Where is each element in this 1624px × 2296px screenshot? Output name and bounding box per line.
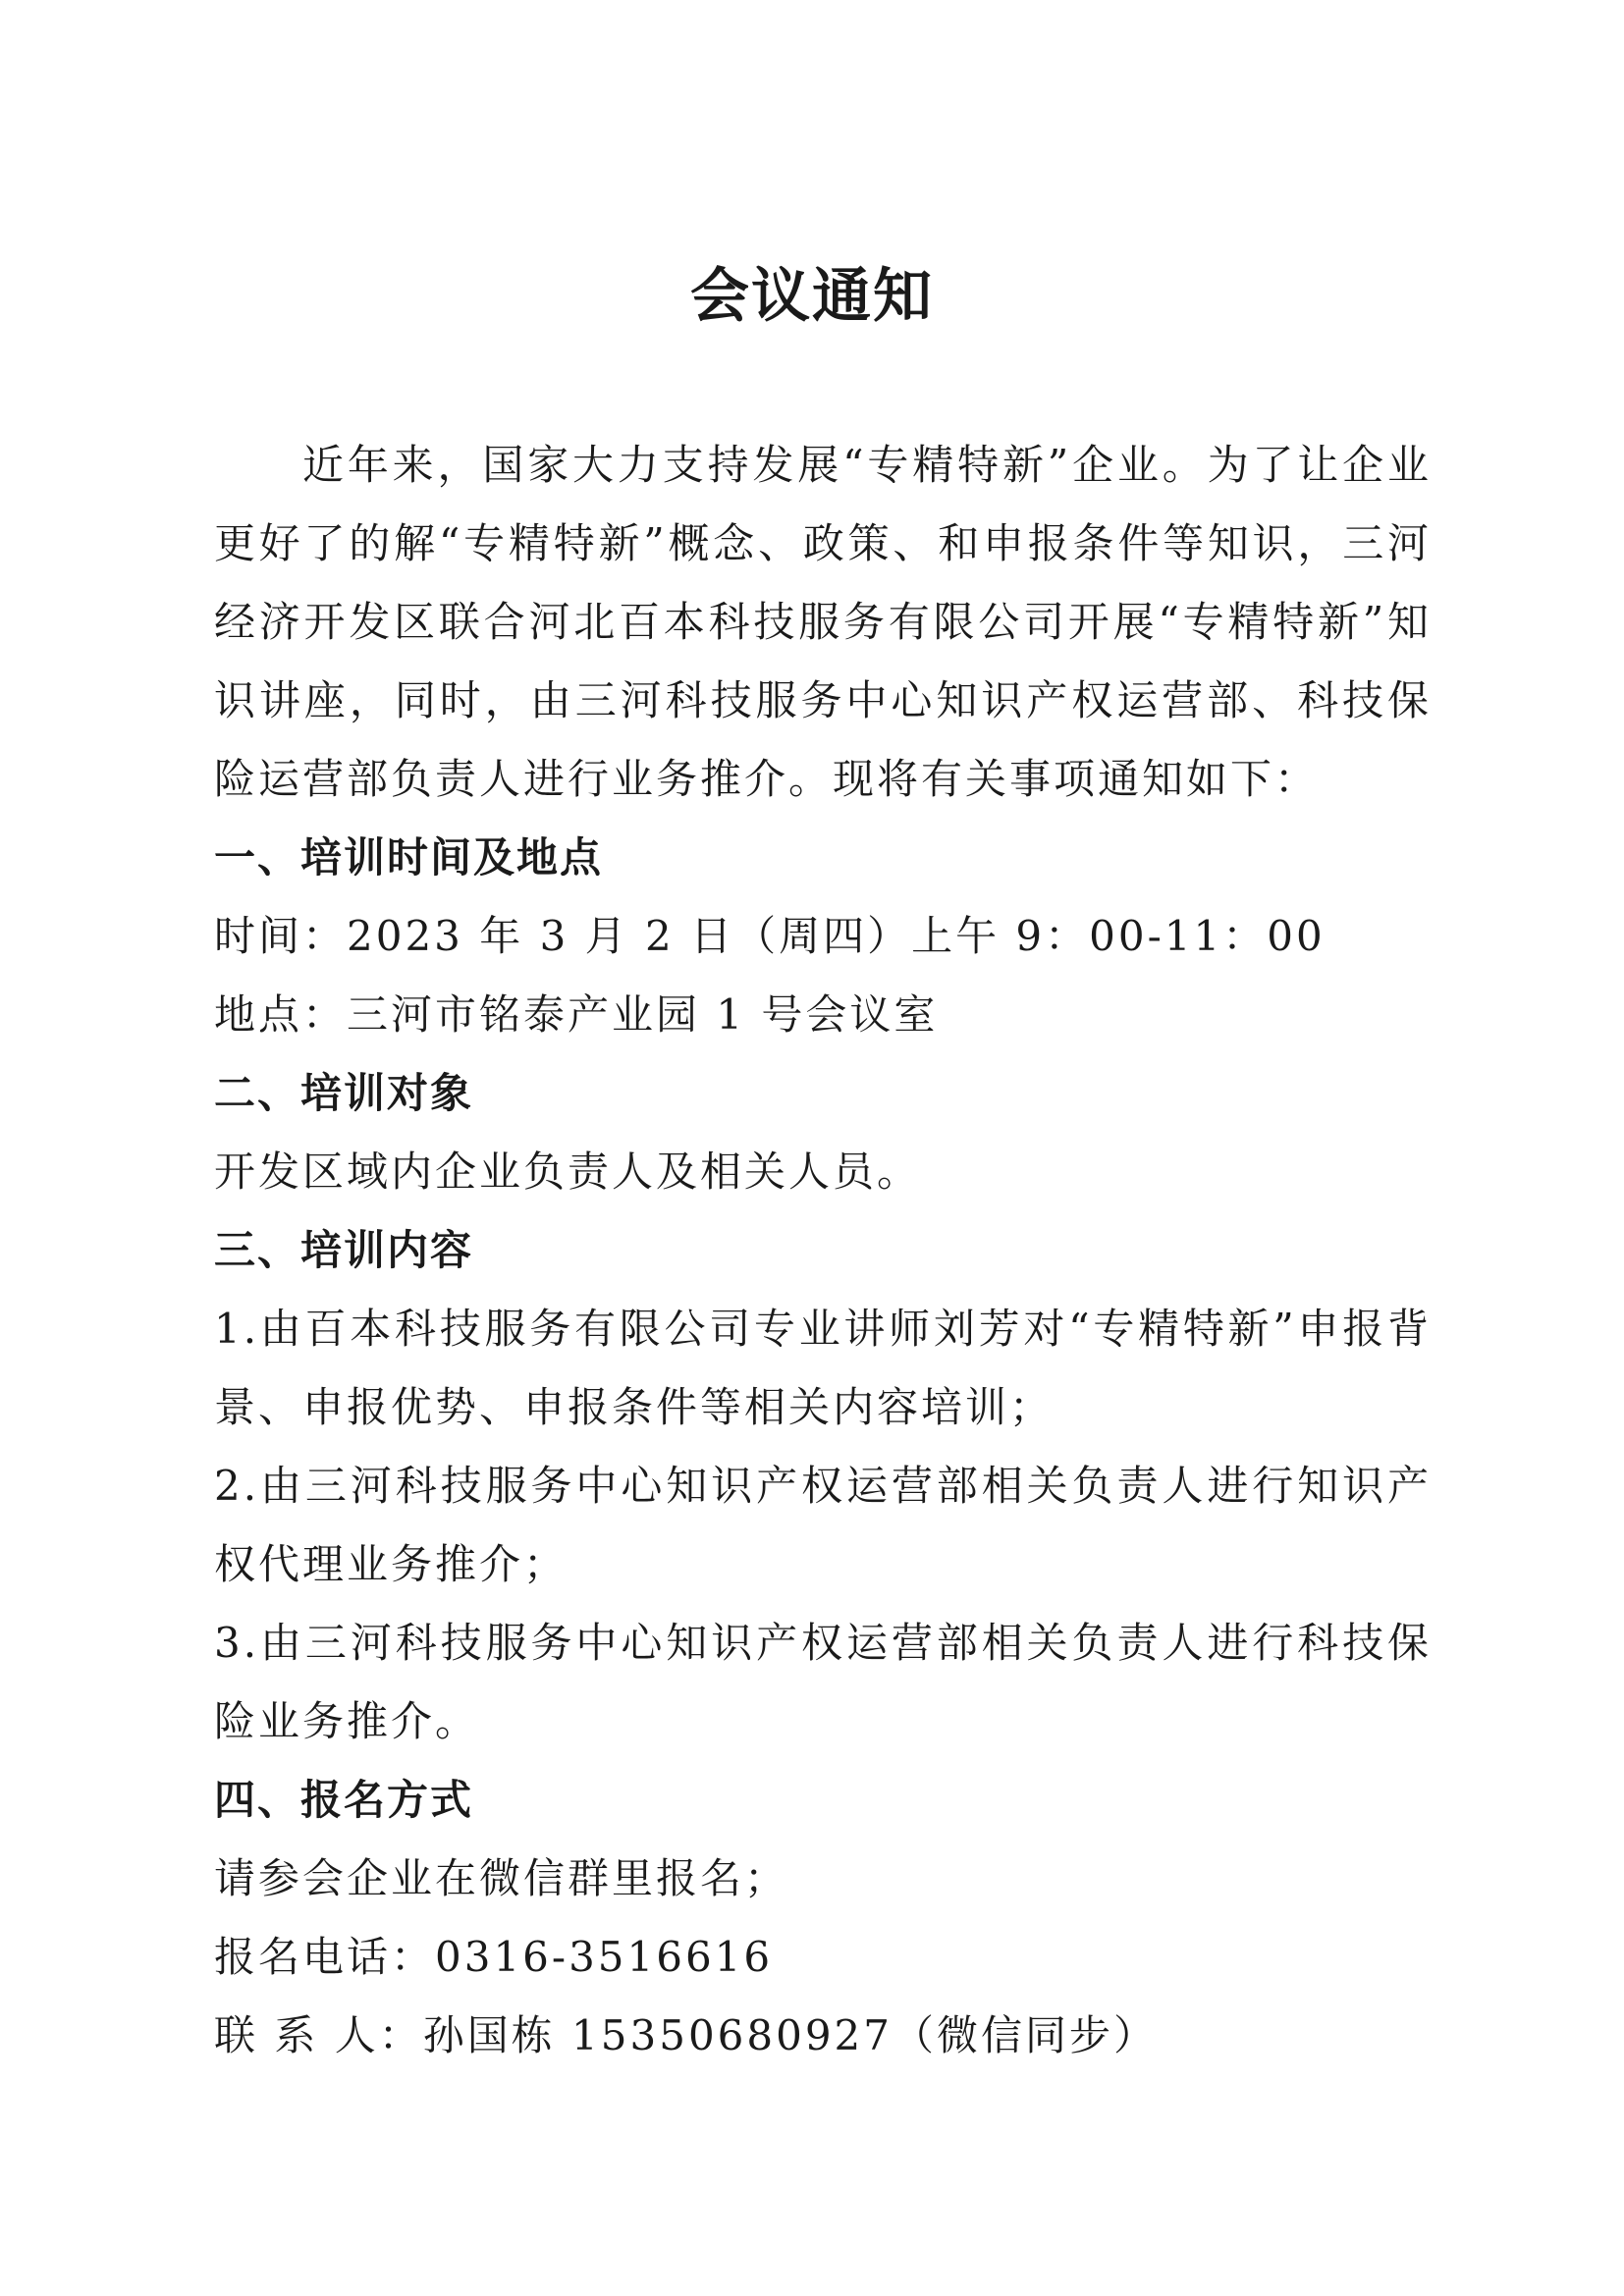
contact-person: 联 系 人：孙国栋 15350680927（微信同步） xyxy=(214,2011,1158,2059)
section-heading: 二、培训对象 xyxy=(214,1069,474,1117)
content-item: 2.由三河科技服务中心知识产权运营部相关负责人进行知识产权代理业务推介； xyxy=(214,1462,1432,1588)
registration-phone: 报名电话：0316-3516616 xyxy=(214,1933,774,1981)
training-audience: 开发区域内企业负责人及相关人员。 xyxy=(214,1148,922,1196)
document-body xyxy=(214,426,1432,2075)
section-registration xyxy=(214,1761,1432,2075)
intro-paragraph: 近年来，国家大力支持发展“专精特新”企业。为了让企业更好了的解“专精特新”概念、政策、和申报条件等知识，三河经济开发区联合河北百本科技服务有限公司开展“专精特新”知识讲座，同时，由三河科技服务中心知识产权运营部、科技保险运营部负责人进行业务推介。现将有关事项通知如下： xyxy=(214,441,1432,803)
registration-method: 请参会企业在微信群里报名； xyxy=(214,1854,789,1902)
section-heading: 四、报名方式 xyxy=(214,1776,474,1824)
section-heading: 三、培训内容 xyxy=(214,1226,474,1274)
section-content xyxy=(214,1211,1432,1761)
document-title: 会议通知 xyxy=(690,262,934,331)
content-item: 1.由百本科技服务有限公司专业讲师刘芳对“专精特新”申报背景、申报优势、申报条件等相关内容培训； xyxy=(214,1305,1432,1431)
training-time: 时间：2023 年 3 月 2 日（周四）上午 9：00-11：00 xyxy=(214,912,1326,960)
content-item: 3.由三河科技服务中心知识产权运营部相关负责人进行科技保险业务推介。 xyxy=(214,1619,1432,1745)
section-audience xyxy=(214,1054,1432,1211)
training-location: 地点：三河市铭泰产业园 1 号会议室 xyxy=(214,990,939,1039)
section-time-location xyxy=(214,819,1432,1054)
section-heading: 一、培训时间及地点 xyxy=(214,833,604,881)
